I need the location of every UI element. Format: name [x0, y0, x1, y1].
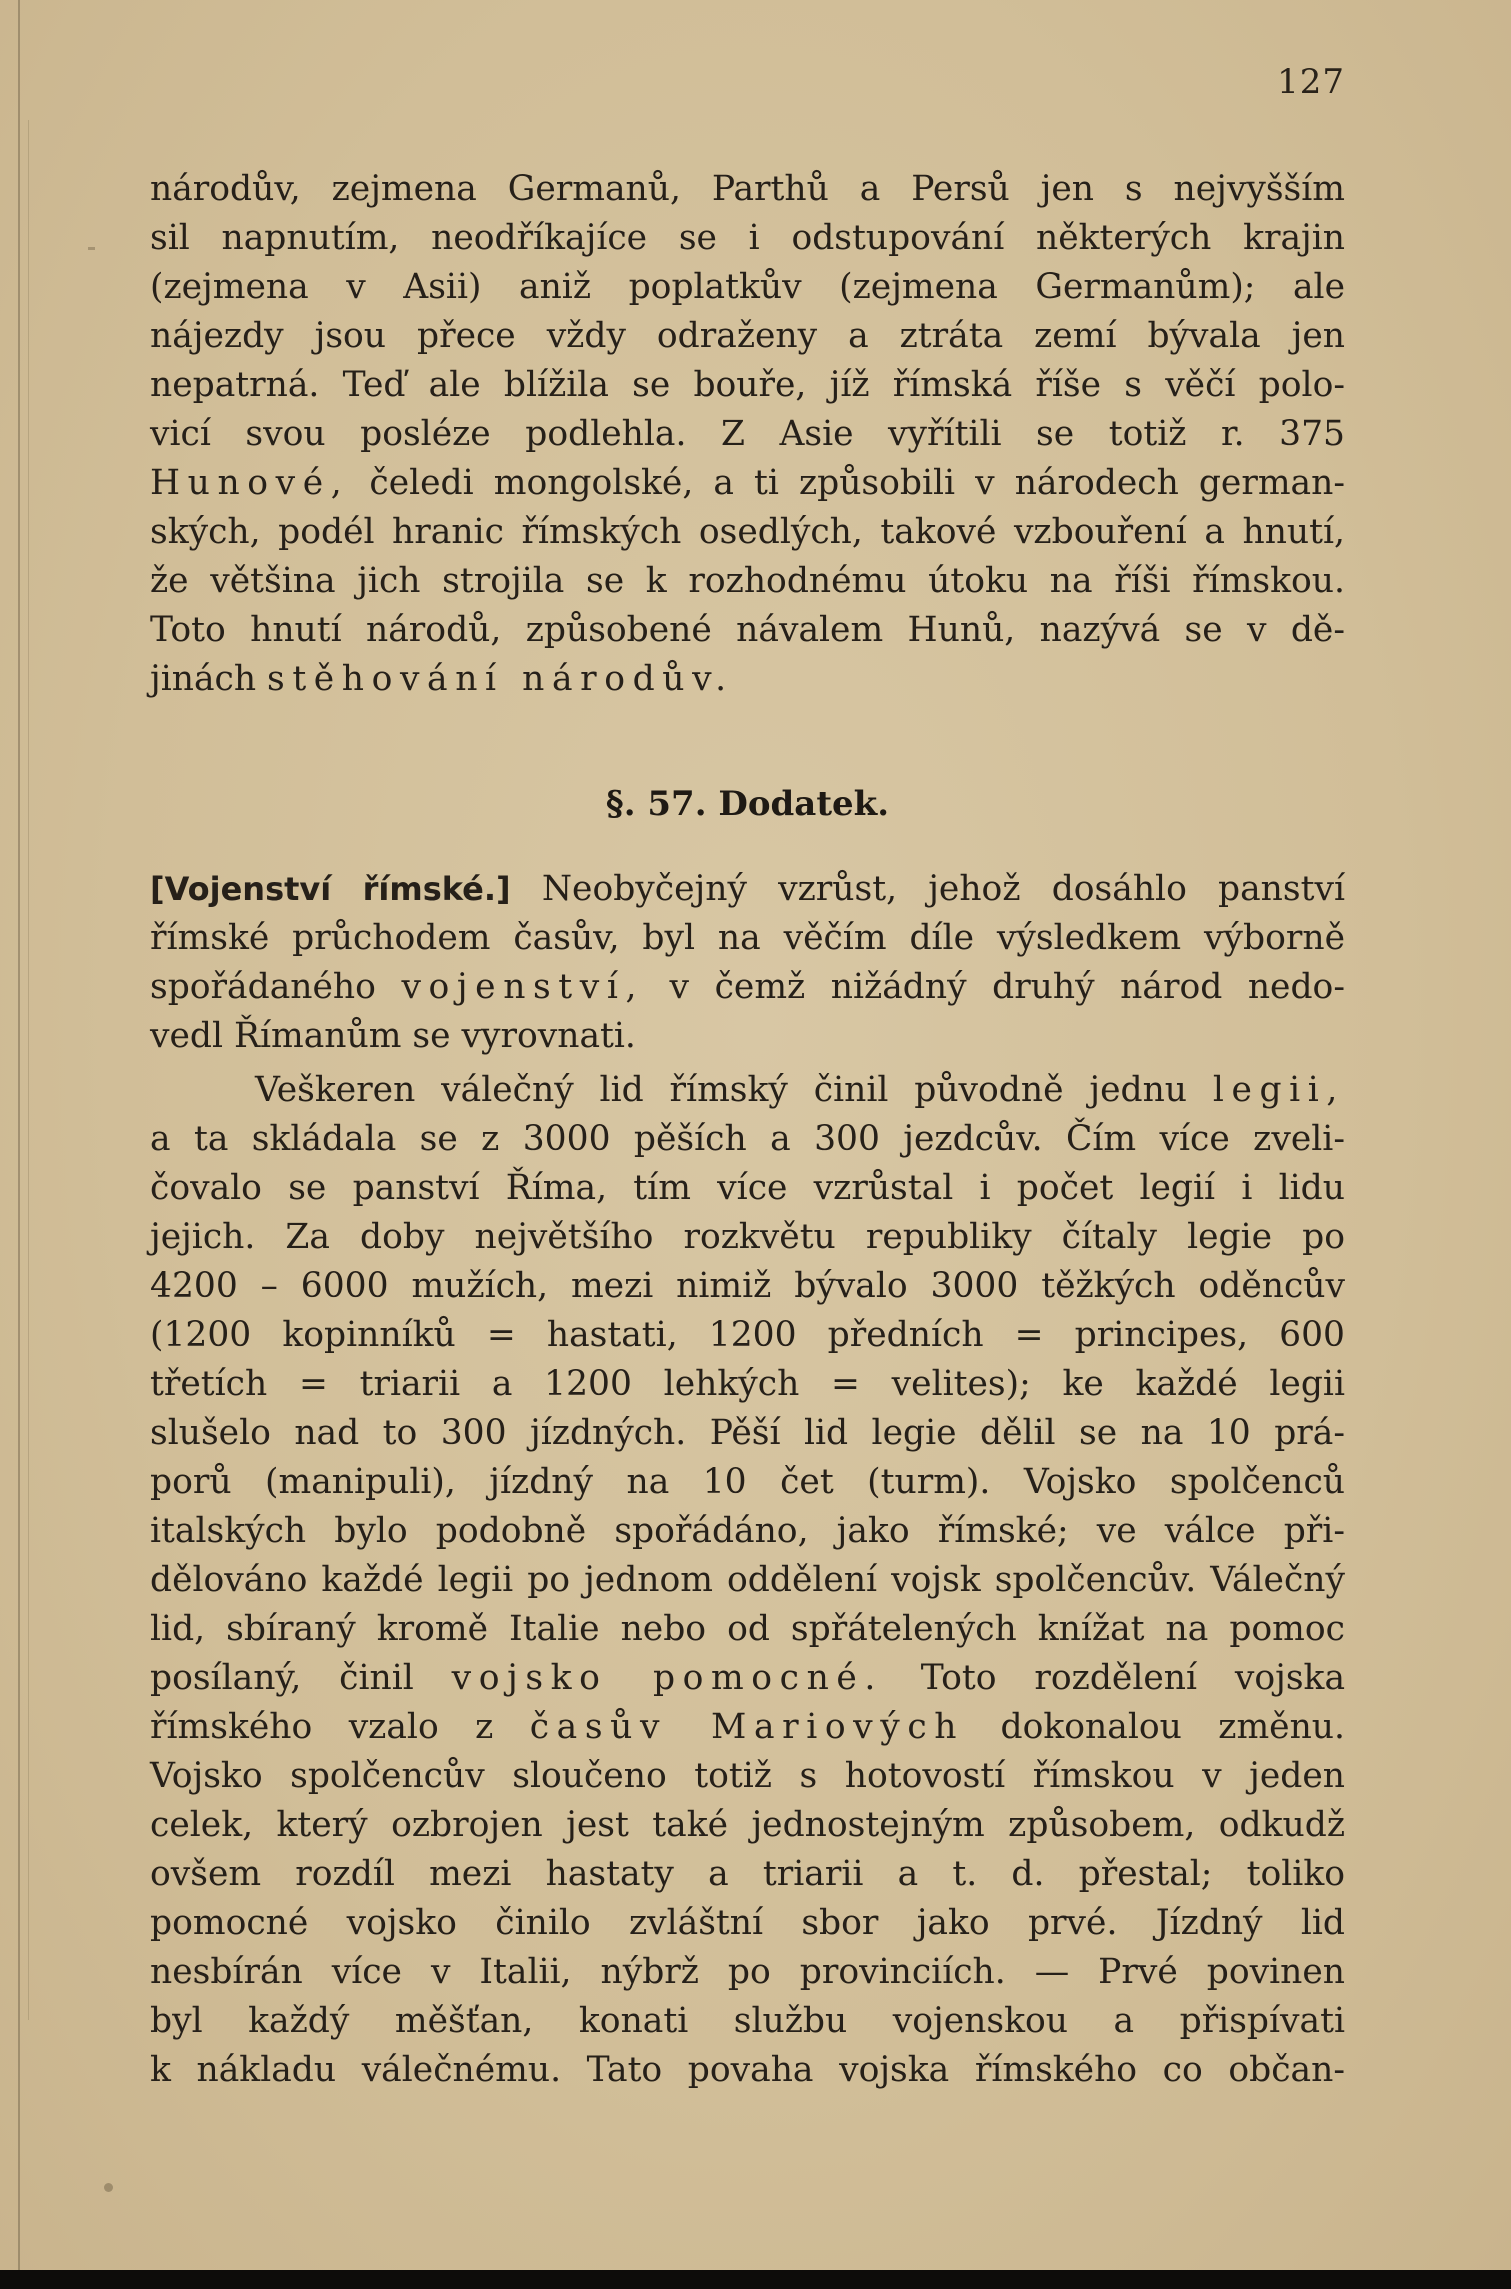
text-line: nesbírán více v Italii, nýbrž po provinciích. — Prvé povinen: [150, 1952, 1345, 1992]
text-line: [150, 1703, 1345, 1752]
emphasis-huns: Hunové,: [150, 463, 350, 503]
text-line: byl každý měšťan, konati službu vojenskou a přispívati: [150, 2001, 1345, 2041]
text-line: národův, zejmena Germanů, Parthů a Persů jen s nejvyšším: [150, 169, 1345, 209]
text-line: sil napnutím, neodříkajíce se i odstupování některých krajin: [150, 218, 1345, 258]
ink-speck: [104, 2183, 113, 2192]
text-fragment: Neobyčejný vzrůst, jehož dosáhlo panství: [510, 869, 1345, 909]
page-edge-line: [18, 0, 20, 2270]
paragraph-legion: [150, 1066, 1345, 2095]
text-line: Toto hnutí národů, způsobené návalem Hunů, nazývá se v dě-: [150, 610, 1345, 650]
text-line: celek, který ozbrojen jest také jednostejným způsobem, odkudž: [150, 1805, 1345, 1845]
text-line: čovalo se panství Říma, tím více vzrůstal i počet legií i lidu: [150, 1168, 1345, 1208]
text-line: ských, podél hranic římských osedlých, takové vzbouření a hnutí,: [150, 512, 1345, 552]
text-line: k nákladu válečnému. Tato povaha vojska římského co občan-: [150, 2050, 1345, 2090]
emphasis-auxiliary: vojsko pomocné.: [451, 1658, 883, 1698]
text-line: slušelo nad to 300 jízdných. Pěší lid legie dělil se na 10 prá-: [150, 1413, 1345, 1453]
text-line: [150, 1066, 1345, 1115]
text-fragment: Veškeren válečný lid římský činil původně jednu: [255, 1070, 1213, 1110]
text-line: italských bylo podobně spořádáno, jako římské; ve válce při-: [150, 1511, 1345, 1551]
text-fragment: spořádaného: [150, 967, 402, 1007]
text-line: [150, 963, 1345, 1012]
text-line: nájezdy jsou přece vždy odraženy a ztráta zemí bývala jen: [150, 316, 1345, 356]
text-line: porů (manipuli), jízdný na 10 čet (turm). Vojsko spolčenců: [150, 1462, 1345, 1502]
page-number: 127: [1277, 62, 1345, 102]
text-fragment: římského vzalo z: [150, 1707, 530, 1747]
text-line: [150, 1654, 1345, 1703]
emphasis-marius: časův Mariových: [529, 1707, 965, 1747]
emphasis-migration: stěhování národův.: [267, 659, 734, 699]
text-line: nepatrná. Teď ale blížila se bouře, jíž římská říše s věčí polo-: [150, 365, 1345, 405]
text-line: že většina jich strojila se k rozhodnému útoku na říši římskou.: [150, 561, 1345, 601]
text-line: lid, sbíraný kromě Italie nebo od spřátelených knížat na pomoc: [150, 1609, 1345, 1649]
text-line: jejich. Za doby největšího rozkvětu republiky čítaly legie po: [150, 1217, 1345, 1257]
text-fragment: Toto rozdělení vojska: [882, 1658, 1346, 1698]
paragraph-migration: [150, 165, 1345, 704]
text-line: 4200 – 6000 mužích, mezi nimiž bývalo 3000 těžkých oděncův: [150, 1266, 1345, 1306]
text-line: [150, 655, 1345, 704]
text-line: [150, 865, 1345, 914]
text-line: třetích = triarii a 1200 lehkých = velites); ke každé legii: [150, 1364, 1345, 1404]
paragraph-military-intro: [150, 865, 1345, 1061]
page-edge-line-inner: [28, 120, 29, 2020]
emphasis-military: vojenství,: [401, 967, 645, 1007]
text-fragment: v čemž nižádný druhý národ nedo-: [644, 967, 1345, 1007]
text-line: (zejmena v Asii) aniž poplatkův (zejmena Germanům); ale: [150, 267, 1345, 307]
text-line: vicí svou posléze podlehla. Z Asie vyřítili se totiž r. 375: [150, 414, 1345, 454]
text-line: (1200 kopinníků = hastati, 1200 předních = principes, 600: [150, 1315, 1345, 1355]
text-line: vedl Římanům se vyrovnati.: [150, 1016, 636, 1056]
text-line: [150, 459, 1345, 508]
ink-speck: [88, 247, 95, 250]
scan-border: [0, 2270, 1511, 2289]
text-fragment: jinách: [150, 659, 268, 699]
section-heading: §. 57. Dodatek.: [605, 784, 890, 824]
text-line: dělováno každé legii po jednom oddělení vojsk spolčencův. Válečný: [150, 1560, 1345, 1600]
margin-label: [Vojenství římské.]: [150, 870, 511, 908]
text-fragment: posílaný, činil: [150, 1658, 452, 1698]
text-line: římské průchodem časův, byl na věčím díle výsledkem výborně: [150, 918, 1345, 958]
text-fragment: čeledi mongolské, a ti způsobili v národech german-: [349, 463, 1345, 503]
text-line: ovšem rozdíl mezi hastaty a triarii a t. d. přestal; toliko: [150, 1854, 1345, 1894]
text-fragment: dokonalou změnu.: [964, 1707, 1345, 1747]
emphasis-legion: legii,: [1212, 1070, 1345, 1110]
text-line: pomocné vojsko činilo zvláštní sbor jako prvé. Jízdný lid: [150, 1903, 1345, 1943]
text-line: a ta skládala se z 3000 pěších a 300 jezdcův. Čím více zveli-: [150, 1119, 1345, 1159]
text-line: Vojsko spolčencův sloučeno totiž s hotovostí římskou v jeden: [150, 1756, 1345, 1796]
